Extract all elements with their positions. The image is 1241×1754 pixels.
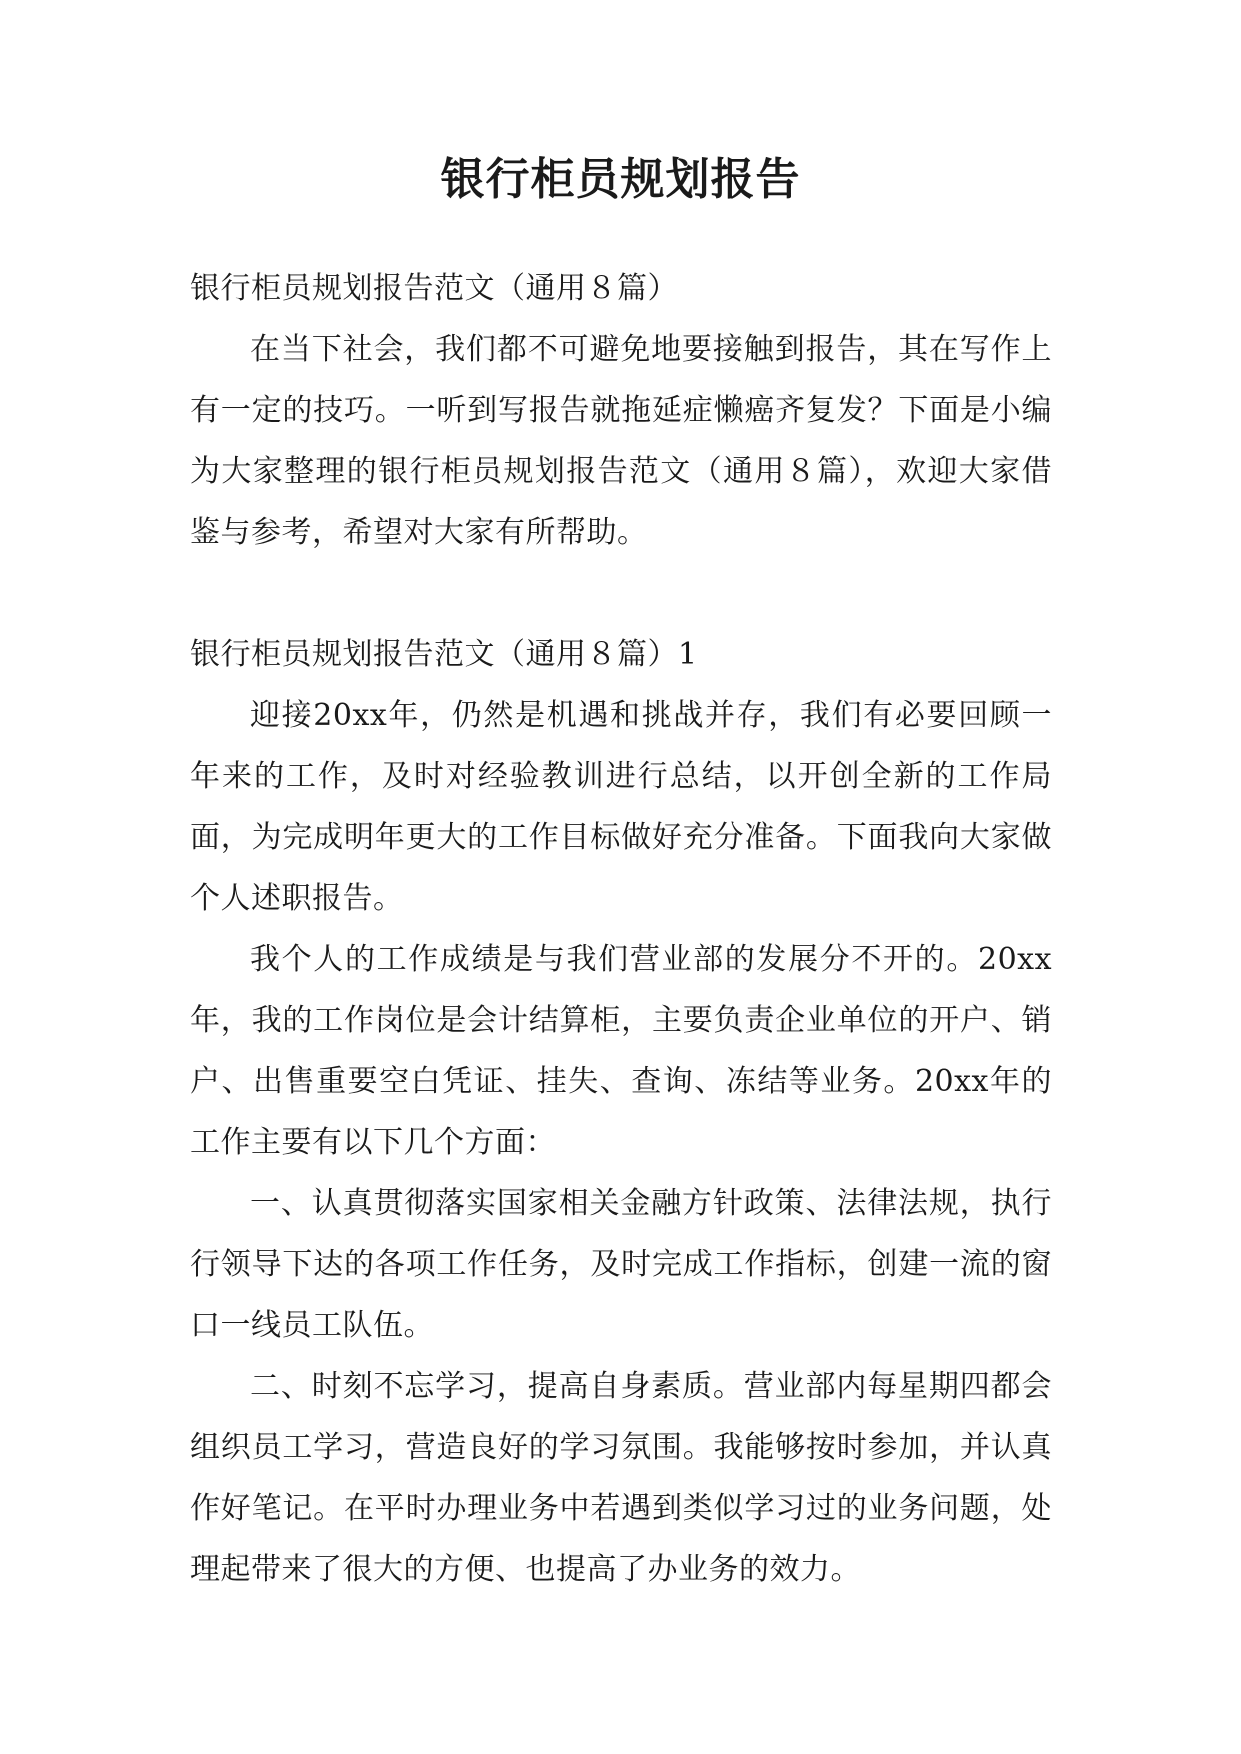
- body-paragraph-4: 二、时刻不忘学习，提高自身素质。营业部内每星期四都会组织员工学习，营造良好的学习氛围。我能够按时参加，并认真作好笔记。在平时办理业务中若遇到类似学习过的业务问题，处理起带来了很大的方便、也提高了办业务的效力。: [190, 1369, 1052, 1587]
- section-spacer: [190, 563, 1052, 624]
- intro-paragraph: 在当下社会，我们都不可避免地要接触到报告，其在写作上有一定的技巧。一听到写报告就拖延症懒癌齐复发？下面是小编为大家整理的银行柜员规划报告范文（通用８篇），欢迎大家借鉴与参考，希望对大家有所帮助。: [190, 332, 1052, 550]
- section-heading: 银行柜员规划报告范文（通用８篇）1: [190, 637, 698, 672]
- body-paragraph-2: 我个人的工作成绩是与我们营业部的发展分不开的。20xx年，我的工作岗位是会计结算柜，主要负责企业单位的开户、销户、出售重要空白凭证、挂失、查询、冻结等业务。20xx年的工作主要有以下几个方面：: [190, 942, 1052, 1160]
- document-title: 银行柜员规划报告: [440, 154, 801, 205]
- document-body: [190, 258, 1052, 1600]
- body-paragraph-3: 一、认真贯彻落实国家相关金融方针政策、法律法规，执行行领导下达的各项工作任务，及时完成工作指标，创建一流的窗口一线员工队伍。: [190, 1186, 1052, 1343]
- body-paragraph-1: 迎接20xx年，仍然是机遇和挑战并存，我们有必要回顾一年来的工作，及时对经验教训进行总结，以开创全新的工作局面，为完成明年更大的工作目标做好充分准备。下面我向大家做个人述职报告。: [190, 698, 1052, 916]
- document-subtitle: 银行柜员规划报告范文（通用８篇）: [190, 271, 678, 306]
